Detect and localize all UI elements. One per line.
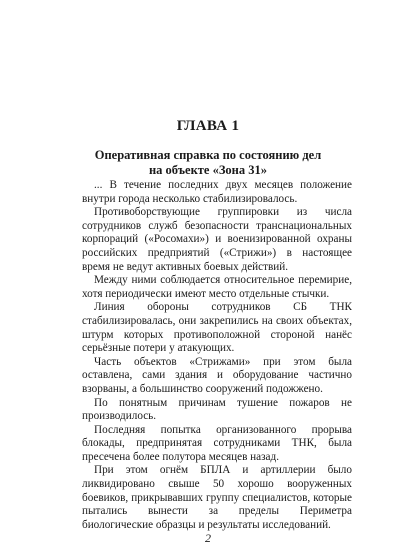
paragraph: При этом огнём БПЛА и артиллерии было ликвидировано свыше 50 хорошо вооруженных боевиков, прикрывавших группу специалистов, которые пытались вынести за пределы Периметра биологические образцы и результаты исследований. [82, 464, 352, 531]
paragraph: Последняя попытка организованного прорыва блокады, предпринятая сотрудниками ТНК, была пресечена более полутора месяцев назад. [82, 423, 352, 463]
page-number: 2 [205, 531, 211, 545]
paragraph: Часть объектов «Стрижами» при этом была оставлена, сами здания и оборудование частично взорваны, а большинство сооружений подожжено. [82, 355, 352, 395]
paragraph: ... В течение последних двух месяцев положение внутри города несколько стабилизировалось. [82, 179, 352, 205]
section-heading [40, 148, 376, 178]
paragraph: Противоборствующие группировки из числа сотрудников служб безопасности транснациональных корпораций («Росомахи») и военизированной охраны российских предприятий («Стрижи») в настоящее время не ведут активных боевых действий. [82, 206, 352, 273]
section-heading-line-2: на объекте «Зона 31» [148, 163, 268, 177]
body-text [82, 179, 352, 532]
section-heading-line-1: Оперативная справка по состоянию дел [94, 148, 322, 162]
paragraph: Между ними соблюдается относительное перемирие, хотя периодически имеют место отдельные стычки. [82, 274, 352, 300]
paragraph: По понятным причинам тушение пожаров не производилось. [82, 396, 352, 423]
paragraph: Линия обороны сотрудников СБ ТНК стабилизировалась, они закрепились на своих объектах, штурм которых противоположной стороной нанёс серьёзные потери у атакующих. [82, 301, 352, 355]
chapter-title: ГЛАВА 1 [176, 118, 240, 134]
